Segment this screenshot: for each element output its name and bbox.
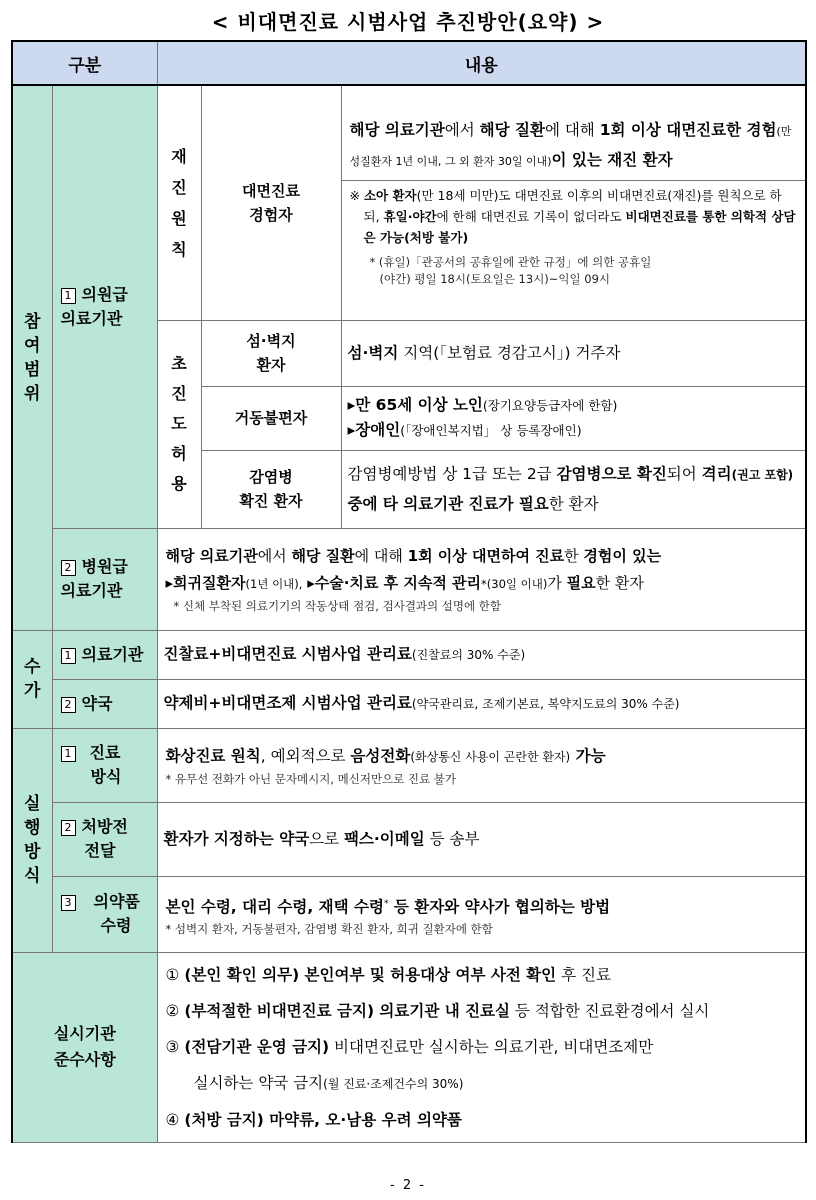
fee-label: 수 가 (12, 630, 52, 728)
comply-content: ① (본인 확인 의무) 본인여부 및 허용대상 여부 사전 확인 후 진료 ② (부적절한 비대면진료 금지) 의료기관 내 진료실 등 적합한 진료환경에서 실시 ③ (전담기관 운영 금지) 비대면진료만 실시하는 의료기관, 비대면조제만 실시하는 약국 금지(월 진료·조제건수의 30%) ④ (처방 금지) 마약류, 오·남용 우려 의약품 (157, 952, 806, 1142)
drug-note: * 섬벽지 환자, 거동불편자, 감염병 확진 환자, 희귀 질환자에 한함 (165, 922, 493, 937)
comply-item-2: ② (부적절한 비대면진료 금지) 의료기관 내 진료실 등 적합한 진료환경에서 실시 (165, 1001, 710, 1020)
fee-pharmacy-category: 2 약국 (52, 679, 157, 728)
table-row (12, 802, 806, 876)
table-header (12, 41, 806, 85)
table-row (12, 528, 806, 630)
table-row (12, 630, 806, 679)
fee-pharmacy-content: 약제비+비대면조제 시범사업 관리료(약국관리료, 조제기본료, 복약지도료의 30% 수준) (157, 679, 806, 728)
infection-content: 감염병예방법 상 1급 또는 2급 감염병으로 확진되어 격리(권고 포함) 중에 타 의료기관 진료가 필요한 환자 (341, 450, 806, 528)
hospital-category: 2 병원급 의료기관 (52, 528, 157, 630)
method-drug-content: 본인 수령, 대리 수령, 재택 수령* 등 환자와 약사가 협의하는 방법 * 섬벽지 환자, 거동불편자, 감염병 확진 환자, 희귀 질환자에 한함 (157, 876, 806, 952)
island-content: 섬·벽지 지역(「보험료 경감고시」) 거주자 (341, 320, 806, 386)
face-experience-content: 해당 의료기관에서 해당 질환에 대해 1회 이상 대면진료한 경험(만성질환자 1년 이내, 그 외 환자 30일 이내)이 있는 재진 환자 ※ 소아 환자(만 18세 미만)도 대면진료 이후의 비대면진료(재진)를 원칙으로 하되, 휴일·야간에 한해 대면진료 기록이 없더라도 비대면진료를 통한 의학적 상담은 가능(처방 불가) * (휴일)「관공서의 공휴일에 관한 규정」에 의한 공휴일 (야간) 평일 18시(토요일은 13시)~익일 09시 (341, 85, 806, 320)
revisit-principle-label: 재 진 원 칙 (157, 85, 201, 320)
summary-table (11, 40, 807, 1143)
comply-label: 실시기관 준수사항 (12, 952, 157, 1142)
island-label: 섬·벽지 환자 (201, 320, 341, 386)
table-row (12, 679, 806, 728)
page-title: < 비대면진료 시범사업 추진방안(요약) > (211, 10, 605, 34)
table-row (12, 85, 806, 320)
initial-allowed-label: 초 진 도 허 용 (157, 320, 201, 528)
mobility-label: 거동불편자 (201, 386, 341, 450)
method-rx-content: 환자가 지정하는 약국으로 팩스·이메일 등 송부 (157, 802, 806, 876)
table-row (12, 728, 806, 802)
method-label: 실 행 방 식 (12, 728, 52, 952)
holiday-note: * (휴일)「관공서의 공휴일에 관한 규정」에 의한 공휴일 (369, 254, 652, 269)
infection-label: 감염병 확진 환자 (201, 450, 341, 528)
method-care-category: 1 진료 방식 (52, 728, 157, 802)
hospital-note: * 신체 부착된 의료기기의 작동상태 점검, 검사결과의 설명에 한함 (173, 599, 501, 613)
comply-item-4: ④ (처방 금지) 마약류, 오·남용 우려 의약품 (165, 1110, 462, 1129)
care-note: * 유무선 전화가 아닌 문자메시지, 메신저만으로 진료 불가 (165, 772, 457, 786)
method-care-content: 화상진료 원칙, 예외적으로 음성전화(화상통신 사용이 곤란한 환자) 가능 * 유무선 전화가 아닌 문자메시지, 메신저만으로 진료 불가 (157, 728, 806, 802)
comply-item-3: ③ (전담기관 운영 금지) 비대면진료만 실시하는 의료기관, 비대면조제만 (165, 1037, 654, 1056)
header-content: 내용 (157, 41, 806, 85)
scope-label: 참 여 범 위 (12, 85, 52, 630)
face-experience-label: 대면진료 경험자 (201, 85, 341, 320)
comply-item-1: ① (본인 확인 의무) 본인여부 및 허용대상 여부 사전 확인 후 진료 (165, 965, 611, 984)
method-drug-category: 3 의약품 수령 (52, 876, 157, 952)
hospital-content: 해당 의료기관에서 해당 질환에 대해 1회 이상 대면하여 진료한 경험이 있는 ▸희귀질환자(1년 이내), ▸수술·치료 후 지속적 관리*(30일 이내)가 필요한 환자 * 신체 부착된 의료기기의 작동상태 점검, 검사결과의 설명에 한함 (157, 528, 806, 630)
night-note: (야간) 평일 18시(토요일은 13시)~익일 09시 (379, 271, 611, 286)
page-number: - 2 - (390, 1178, 426, 1193)
clinic-category: 1 의원급 의료기관 (52, 85, 157, 528)
header-category: 구분 (12, 41, 157, 85)
fee-clinic-category: 1 의료기관 (52, 630, 157, 679)
table-row (12, 952, 806, 1142)
fee-clinic-content: 진찰료+비대면진료 시범사업 관리료(진찰료의 30% 수준) (157, 630, 806, 679)
method-rx-category: 2 처방전 전달 (52, 802, 157, 876)
table-row (12, 876, 806, 952)
mobility-content: ▸만 65세 이상 노인(장기요양등급자에 한함) ▸장애인(「장애인복지법」 상 등록장애인) (341, 386, 806, 450)
